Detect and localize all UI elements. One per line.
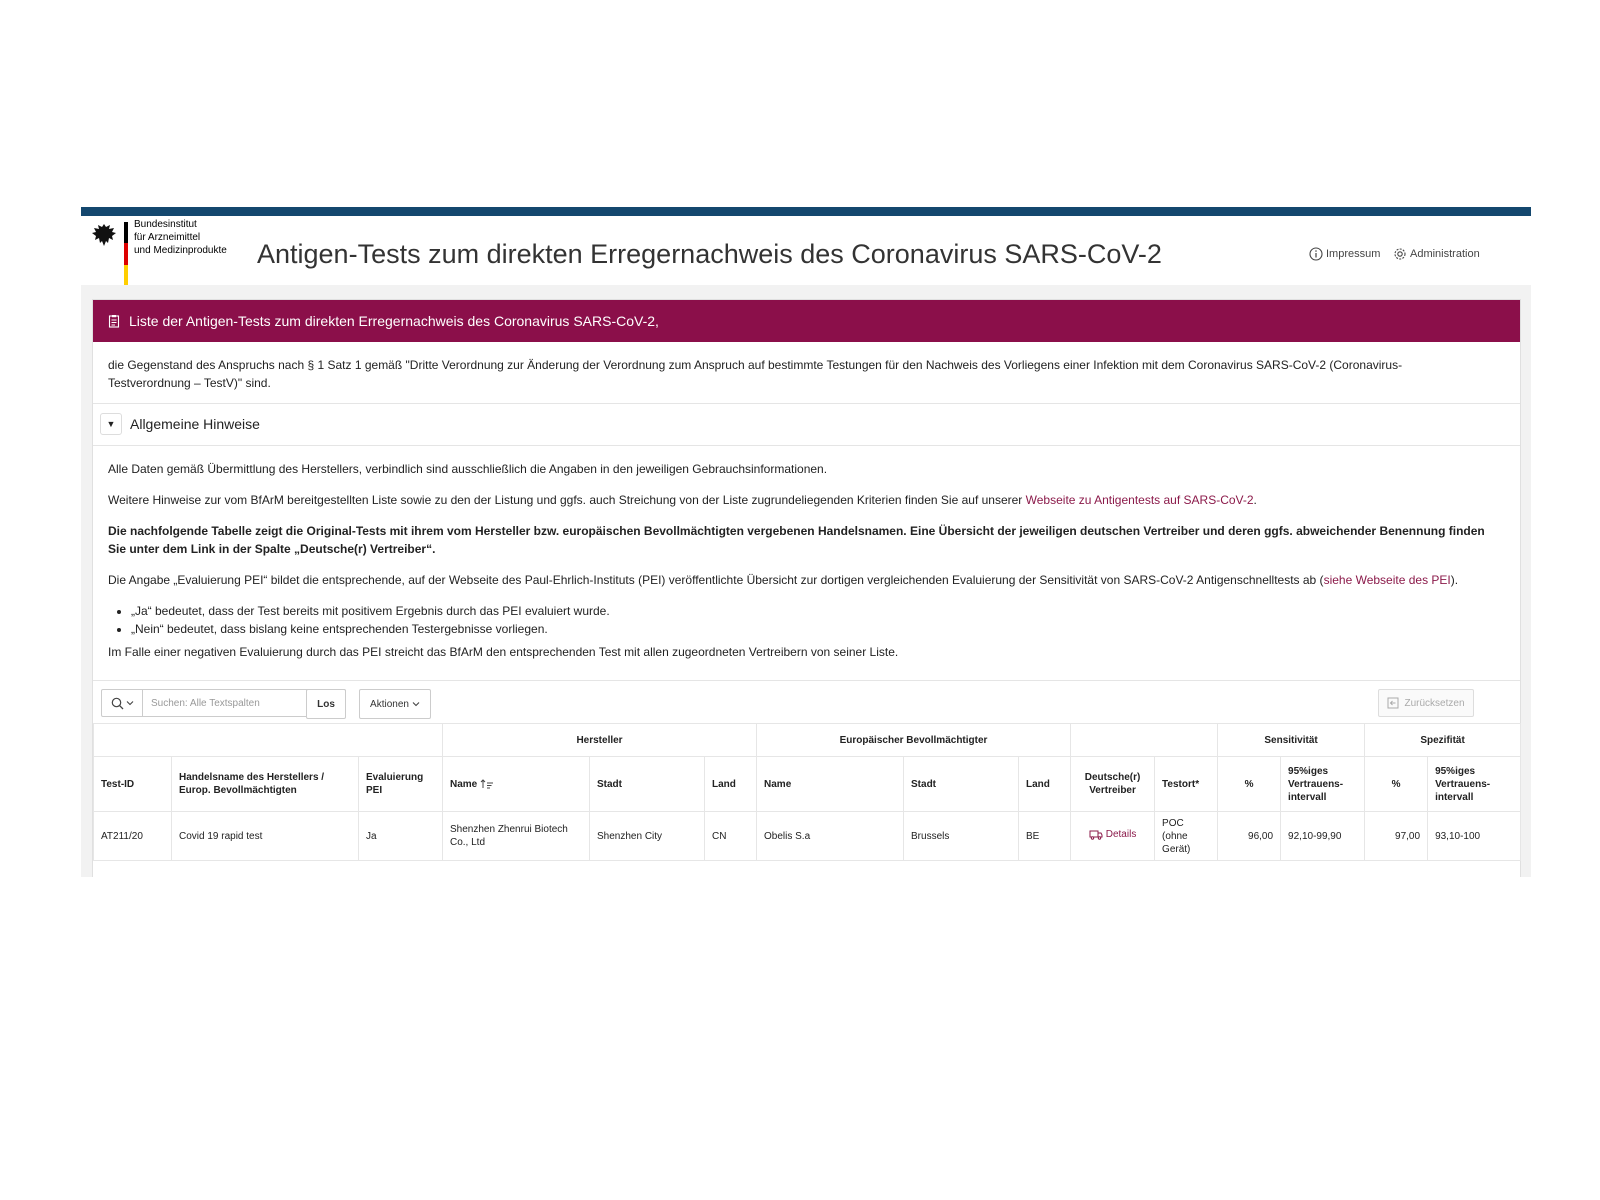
logo-line-3: und Medizinprodukte bbox=[134, 245, 227, 256]
cell-testort: POC (ohne Gerät) bbox=[1155, 812, 1218, 861]
cell-vertreiber bbox=[1071, 812, 1155, 861]
col-header-handelsname[interactable]: Handelsname des Herstellers / Europ. Bevollmächtigten bbox=[172, 757, 359, 812]
group-header-sensitivitaet: Sensitivität bbox=[1218, 724, 1365, 757]
search-icon bbox=[111, 697, 124, 710]
actions-label: Aktionen bbox=[370, 698, 409, 710]
col-header-spezifitaet-ci[interactable]: 95%iges Vertrauens-intervall bbox=[1428, 757, 1521, 812]
table-column-header-row bbox=[94, 757, 1521, 812]
cell-hersteller-name: Shenzhen Zhenrui Biotech Co., Ltd bbox=[443, 812, 590, 861]
table-row bbox=[94, 812, 1521, 861]
col-header-hersteller-name[interactable] bbox=[443, 757, 590, 812]
federal-eagle-icon bbox=[91, 222, 117, 248]
cell-sensitivitaet-pct: 96,00 bbox=[1218, 812, 1281, 861]
list-banner bbox=[93, 300, 1520, 342]
cell-bevollmaechtigter-stadt: Brussels bbox=[904, 812, 1019, 861]
details-label: Details bbox=[1105, 829, 1137, 840]
cell-hersteller-land: CN bbox=[705, 812, 757, 861]
empty-group-header bbox=[94, 724, 443, 757]
top-accent-bar bbox=[81, 207, 1531, 216]
general-notes-header[interactable] bbox=[100, 413, 260, 435]
divider bbox=[93, 403, 1520, 404]
col-header-hersteller-land[interactable]: Land bbox=[705, 757, 757, 812]
col-header-evaluierung[interactable]: Evaluierung PEI bbox=[359, 757, 443, 812]
search-input[interactable] bbox=[143, 690, 313, 716]
search-column-selector[interactable] bbox=[102, 690, 143, 716]
col-header-sensitivitaet-ci[interactable]: 95%iges Vertrauens-intervall bbox=[1281, 757, 1365, 812]
pei-webpage-link[interactable]: siehe Webseite des PEI bbox=[1323, 573, 1451, 587]
bullet-ja: • „Ja“ bedeutet, dass der Test bereits mit positivem Ergebnis durch das PEI evaluiert wurde. bbox=[131, 602, 1503, 620]
clipboard-icon bbox=[107, 314, 121, 328]
col-header-test-id[interactable]: Test-ID bbox=[94, 757, 172, 812]
col-header-spezifitaet-pct[interactable]: % bbox=[1365, 757, 1428, 812]
antigen-tests-webpage-link[interactable]: Webseite zu Antigentests auf SARS-CoV-2 bbox=[1025, 493, 1254, 507]
sort-ascending-icon bbox=[480, 779, 494, 789]
chevron-down-icon bbox=[412, 700, 420, 708]
group-header-hersteller: Hersteller bbox=[443, 724, 757, 757]
col-header-hersteller-name-label: Name bbox=[450, 778, 478, 790]
list-panel bbox=[92, 299, 1521, 877]
truck-icon bbox=[1089, 829, 1103, 840]
vertreiber-details-link[interactable] bbox=[1089, 828, 1137, 841]
collapse-triangle-icon[interactable]: ▼ bbox=[100, 413, 122, 435]
col-header-sensitivitaet-pct[interactable]: % bbox=[1218, 757, 1281, 812]
table-group-header-row bbox=[94, 724, 1521, 757]
cell-spezifitaet-pct: 97,00 bbox=[1365, 812, 1428, 861]
chevron-down-icon bbox=[126, 699, 134, 707]
group-header-bevollmaechtigter: Europäischer Bevollmächtigter bbox=[757, 724, 1071, 757]
page-title: Antigen-Tests zum direkten Erregernachweis des Coronavirus SARS-CoV-2 bbox=[257, 239, 1162, 269]
reset-button[interactable] bbox=[1378, 689, 1474, 717]
logo-line-2: für Arzneimittel bbox=[134, 232, 201, 243]
col-header-bevollmaechtigter-stadt[interactable]: Stadt bbox=[904, 757, 1019, 812]
note-pei-evaluation: Die Angabe „Evaluierung PEI“ bildet die entsprechende, auf der Webseite des Paul-Ehrlich-Instituts (PEI) veröffentlichte Übersicht zur dortigen vergleichenden Evaluierung der Sensitivität von SARS-CoV-2 Antigenschnelltests ab (siehe Webseite des PEI). bbox=[108, 573, 1459, 587]
general-notes-body bbox=[108, 460, 1503, 674]
administration-link[interactable] bbox=[1393, 247, 1480, 261]
general-notes-title: Allgemeine Hinweise bbox=[130, 416, 260, 432]
col-header-bevollmaechtigter-name[interactable]: Name bbox=[757, 757, 904, 812]
bullet-nein: • „Nein“ bedeutet, dass bislang keine entsprechenden Testergebnisse vorliegen. bbox=[131, 620, 1503, 638]
logo-line-1: Bundesinstitut bbox=[134, 219, 197, 230]
cell-sensitivitaet-ci: 92,10-99,90 bbox=[1281, 812, 1365, 861]
col-header-bevollmaechtigter-land[interactable]: Land bbox=[1019, 757, 1071, 812]
divider bbox=[93, 445, 1520, 446]
note-further-info: Weitere Hinweise zur vom BfArM bereitgestellten Liste sowie zu den der Listung und ggfs. auch Streichung von der Liste zugrundeliegenden Kriterien finden Sie auf unserer Webseite zu Antigentests auf SARS-CoV-2. bbox=[108, 493, 1257, 507]
report-toolbar bbox=[93, 681, 1520, 723]
list-description: die Gegenstand des Anspruchs nach § 1 Satz 1 gemäß "Dritte Verordnung zur Änderung der Verordnung zum Anspruch auf bestimmte Testungen für den Nachweis des Vorliegens einer Infektion mit dem Coronavirus SARS-CoV-2 (Coronavirus-Testverordnung – TestV)" sind. bbox=[108, 358, 1403, 390]
actions-menu-button[interactable] bbox=[359, 689, 431, 719]
info-icon bbox=[1309, 247, 1323, 261]
cell-test-id: AT211/20 bbox=[94, 812, 172, 861]
cell-bevollmaechtigter-name: Obelis S.a bbox=[757, 812, 904, 861]
group-header-spezifitaet: Spezifität bbox=[1365, 724, 1521, 757]
gear-icon bbox=[1393, 247, 1407, 261]
german-flag-stripe bbox=[124, 222, 128, 286]
note-data-source: Alle Daten gemäß Übermittlung des Herstellers, verbindlich sind ausschließlich die Angaben in den jeweiligen Gebrauchsinformationen. bbox=[108, 462, 828, 476]
cell-handelsname: Covid 19 rapid test bbox=[172, 812, 359, 861]
cell-spezifitaet-ci: 93,10-100 bbox=[1428, 812, 1521, 861]
page-header bbox=[81, 216, 1531, 292]
empty-group-header bbox=[1071, 724, 1218, 757]
reset-icon bbox=[1387, 697, 1399, 709]
note-negative-evaluation: Im Falle einer negativen Evaluierung durch das PEI streicht das BfArM den entsprechenden Test mit allen zugeordneten Vertreibern von seiner Liste. bbox=[108, 645, 899, 659]
impressum-link[interactable] bbox=[1309, 247, 1380, 261]
cell-hersteller-stadt: Shenzhen City bbox=[590, 812, 705, 861]
bfarm-logo-text[interactable] bbox=[134, 218, 227, 257]
col-header-vertreiber[interactable]: Deutsche(r) Vertreiber bbox=[1071, 757, 1155, 812]
note-table-explanation: Die nachfolgende Tabelle zeigt die Original-Tests mit ihrem vom Hersteller bzw. europäischen Bevollmächtigten vergebenen Handelsnamen. Eine Übersicht der jeweiligen deutschen Vertreiber und deren ggfs. abweichender Benennung finden Sie unter dem Link in der Spalte „Deutsche(r) Vertreiber“. bbox=[108, 524, 1485, 556]
app-frame bbox=[81, 207, 1531, 877]
administration-label: Administration bbox=[1410, 248, 1480, 260]
impressum-label: Impressum bbox=[1326, 248, 1381, 260]
antigen-tests-table bbox=[93, 723, 1521, 861]
go-button[interactable]: Los bbox=[306, 689, 346, 719]
banner-title: Liste der Antigen-Tests zum direkten Erregernachweis des Coronavirus SARS-CoV-2, bbox=[129, 313, 659, 329]
col-header-hersteller-stadt[interactable]: Stadt bbox=[590, 757, 705, 812]
cell-bevollmaechtigter-land: BE bbox=[1019, 812, 1071, 861]
evaluation-bullets bbox=[108, 602, 1503, 638]
cell-evaluierung: Ja bbox=[359, 812, 443, 861]
reset-label: Zurücksetzen bbox=[1404, 697, 1465, 709]
col-header-testort[interactable]: Testort* bbox=[1155, 757, 1218, 812]
